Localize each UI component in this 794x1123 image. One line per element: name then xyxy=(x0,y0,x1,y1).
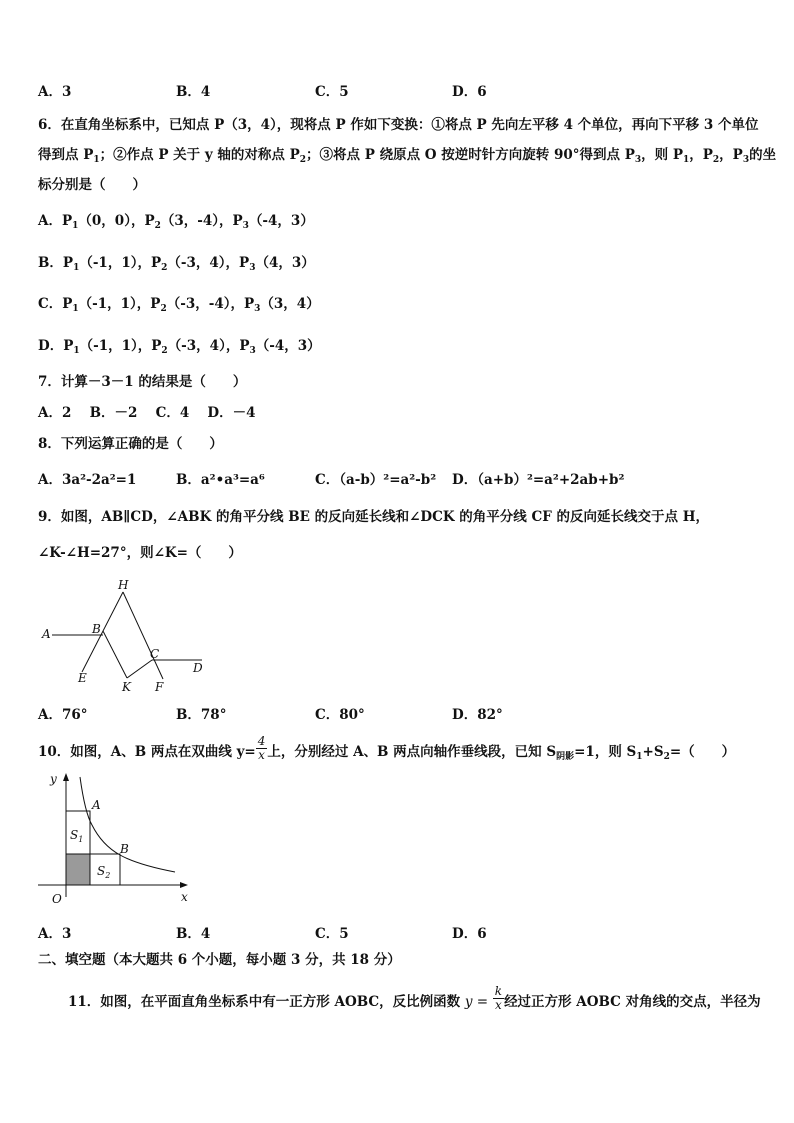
q9-option-a: A．76° xyxy=(38,707,88,723)
line-bk xyxy=(103,631,127,678)
label-y: y xyxy=(50,772,57,786)
label-o: O xyxy=(52,892,62,906)
q10-stem: 10．如图，A、B 两点在双曲线 y= $\frac{4}{x}$ 上，分别经过 A、B 两点向轴作垂线段，已知 $S_{阴影}=1$，则 $S_1+S_2=$（ ） xyxy=(38,734,736,762)
label-k: K xyxy=(122,680,131,694)
label-s1: $S_1$ xyxy=(70,828,84,844)
q5-option-b: B．4 xyxy=(176,84,211,100)
line-kc xyxy=(127,660,152,678)
q8-option-d: D．（a+b）²=a²+2ab+b² xyxy=(452,472,625,488)
label-a: A xyxy=(92,798,101,812)
label-d: D xyxy=(193,661,203,675)
q11-fraction: $\frac{k}{x}$ xyxy=(494,984,503,1012)
q6-stem-line3: 标分别是（ ） xyxy=(38,177,146,193)
label-b: B xyxy=(120,842,129,856)
q10-option-c: C．5 xyxy=(315,926,349,942)
q6-option-b: B．$P_1(-1$，1），$P_2(-3$，4），$P_3(4$，3） xyxy=(38,255,315,273)
section-heading: 二、填空题（本大题共 6 个小题，每小题 3 分，共 18 分） xyxy=(38,952,401,968)
q9-stem-line2: ∠K-∠H=27°，则∠K=（ ） xyxy=(38,545,242,561)
q5-option-c: C．5 xyxy=(315,84,349,100)
q7-stem: 7．计算－3－1 的结果是（ ） xyxy=(38,374,247,390)
q9-option-b: B．78° xyxy=(176,707,227,723)
line-he xyxy=(82,592,123,672)
q8-option-b: B．a²•a³=a⁶ xyxy=(176,472,265,488)
q5-option-d: D．6 xyxy=(452,84,487,100)
q9-option-d: D．82° xyxy=(452,707,503,723)
q8-stem: 8．下列运算正确的是（ ） xyxy=(38,436,223,452)
q6-stem-line2: 得到点 $P_1$；②作点 P 关于 y 轴的对称点 $P_2$；③将点 P 绕原点 O 按逆时针方向旋转 90°得到点 $P_3$，则 $P_1$，$P_2$，$P_3$的坐 xyxy=(38,147,777,165)
q9-figure xyxy=(30,575,220,700)
q6-option-c: C．$P_1(-1$，1），$P_2(-3$，-4），$P_3(3$，4） xyxy=(38,296,320,314)
label-h: H xyxy=(118,578,129,592)
label-x: x xyxy=(181,890,188,904)
q10-fraction: $\frac{4}{x}$ xyxy=(257,734,266,762)
q10-option-a: A．3 xyxy=(38,926,72,942)
label-s2: $S_2$ xyxy=(97,864,111,880)
q9-stem-line1: 9．如图，AB∥CD，∠ABK 的角平分线 BE 的反向延长线和∠DCK 的角平分线 CF 的反向延长线交于点 H， xyxy=(38,509,709,525)
q11-stem: 11．如图，在平面直角坐标系中有一正方形 AOBC，反比例函数 y = $\frac{k}{x}$ 经过正方形 AOBC 对角线的交点，半径为 xyxy=(68,984,761,1012)
q8-option-c: C．（a-b）²=a²-b² xyxy=(315,472,437,488)
q9-option-c: C．80° xyxy=(315,707,365,723)
x-axis-arrow xyxy=(180,882,188,888)
y-axis-arrow xyxy=(63,773,69,781)
label-e: E xyxy=(78,671,87,685)
q7-options: A．2 B．－2 C．4 D．－4 xyxy=(38,405,256,421)
label-c: C xyxy=(150,647,160,661)
label-a: A xyxy=(42,627,51,641)
q5-option-a: A．3 xyxy=(38,84,72,100)
q10-figure xyxy=(30,765,200,910)
q6-stem-line1: 6．在直角坐标系中，已知点 P（3，4），现将点 P 作如下变换：①将点 P 先向左平移 4 个单位，再向下平移 3 个单位 xyxy=(38,117,759,133)
q8-option-a: A．3a²-2a²=1 xyxy=(38,472,137,488)
shaded-region xyxy=(66,854,90,885)
q6-option-a: A．$P_1(0$，0），$P_2(3$，-4），$P_3(-4$，3） xyxy=(38,213,314,231)
q10-option-b: B．4 xyxy=(176,926,211,942)
label-f: F xyxy=(155,680,164,694)
label-b: B xyxy=(92,622,101,636)
q10-option-d: D．6 xyxy=(452,926,487,942)
q6-option-d: D．$P_1(-1$，1），$P_2(-3$，4），$P_3(-4$，3） xyxy=(38,338,321,356)
hyperbola xyxy=(80,777,175,872)
